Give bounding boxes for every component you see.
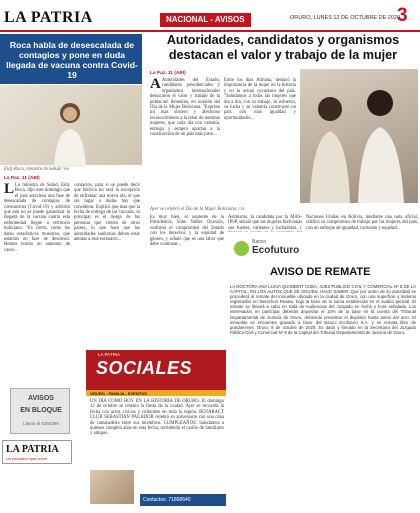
avisos-line-3: Llame al 5254399 bbox=[23, 421, 59, 426]
bank-logo-icon bbox=[234, 241, 249, 256]
main-headline: Autoridades, candidatos y organismos destacan el valor y trabajo de la mujer bbox=[166, 33, 400, 62]
footer-logo-box bbox=[2, 440, 72, 464]
main-col-2: Entre los días Adriana, destacó la importancia de la mujer en la historia y en la actual coyuntura del país. "Saludamos a todas las mujeres que día a día, con su trabajo, su esfuerzo, su lucha y su valentía construyen un país con más igualdad y oportunidades... bbox=[224, 78, 296, 121]
women-photo-icon bbox=[300, 69, 418, 203]
left-photo-caption: Eidy Roca, ministra de Salud / vw bbox=[4, 167, 70, 172]
left-headline: Roca habla de desescalada de contagios y pone en duda llegada de vacuna contra Covid-19 bbox=[6, 40, 138, 80]
bank-small-label: Banco bbox=[252, 239, 267, 245]
left-story-photo bbox=[0, 85, 142, 165]
main-dropcap: A bbox=[150, 76, 161, 92]
sociales-title: SOCIALES bbox=[96, 358, 193, 378]
dateline: ORURO, LUNES 12 DE OCTUBRE DE 2020 bbox=[290, 15, 401, 21]
sociales-strip-text: ORURO - FAMILIA - EVENTOS bbox=[90, 391, 147, 396]
main-photo-caption: Ayer se celebró el Día de la Mujer Boliviana. / ts bbox=[150, 207, 245, 212]
sociales-prefix: LA PATRIA bbox=[98, 352, 121, 357]
footer-slogan: Un periódico que crece bbox=[6, 456, 48, 461]
person-photo-icon bbox=[50, 97, 90, 167]
footer-logo: LA PATRIA bbox=[6, 444, 59, 455]
sociales-photo bbox=[90, 470, 134, 504]
masthead-logo: LA PATRIA bbox=[4, 9, 93, 26]
sociales-contact: Contactos: 71868640 bbox=[140, 494, 226, 506]
left-byline: La Paz, 11 (ABI) bbox=[4, 176, 40, 181]
avisos-line-1: AVISOS bbox=[28, 395, 54, 402]
left-col-2: contactos, para si se puede decir que Bolivia no será la excepción de enfrentar una nueva ola, el que sin lugar a dudas hay que considerar. Explicó que mas que la fecha de entrega de las vacunas, lo principal es el riesgo de las personas que vienen de otros países, lo que hace que las autoridades sanitarias deban estar atentas a este escenario... bbox=[74, 183, 140, 243]
main-col-4: Asimismo, la candidata por la MAS-IPSP, señaló que las mujeres bolivianas son fuertes, valientes y luchadoras, y bbox=[228, 215, 302, 231]
bank-name: Ecofuturo bbox=[252, 245, 300, 256]
main-col-5: Naciones Unidas en Bolivia, mediante una nota oficial, ratificó su compromiso de trabajo por las mujeres del país, con un enfoque de igualdad, inclusión y equidad... bbox=[306, 215, 418, 231]
bank-logo bbox=[234, 237, 304, 267]
avisos-en-bloque-ad bbox=[10, 388, 70, 434]
header-rule bbox=[0, 30, 420, 32]
main-story-photo bbox=[300, 69, 418, 203]
avisos-line-2: EN BLOQUE bbox=[20, 407, 62, 414]
left-col-1-text: La ministra de Salud, Eidy Roca, dijo este domingo que el país atraviesa una fase de desescalada de contagios de coronavirus (Covid-19) y advirtió que aún no se puede garantizar la llegada de la vacuna contra esta enfermedad llegue a territorio boliviano. "Es cierto, como los datos estadísticos muestran, que estamos en fase de descenso. Hemos tenido un aumento de casos... bbox=[4, 183, 70, 253]
page-number: 3 bbox=[397, 5, 408, 26]
sociales-text: UN DÍA COMO HOY EN LA HISTORIA DE ORURO. El domingo 12 de octubre se celebra la fiesta de la ciudad. Ayer se recuerda la fecha con actos cívicos y culturales en toda la región. ROTARACT CLUB SEBASTIAN PAGADOR celebró su aniversario con una cena de camaradería entre sus miembros. CUMPLEAÑOS: Saludamos a quienes cumplen años en esta fecha, recibiendo el cariño de familiares y amigos. bbox=[90, 399, 224, 437]
main-col-1 bbox=[150, 78, 220, 206]
left-col-1 bbox=[4, 183, 70, 383]
main-col-3: Es muy bien, el asistente de la Presidencia, Yohn Núñez Oyarzún, reafirmó el compromiso del Estado con los derechos y la equidad de género, y señaló que es una labor que debe continuar... bbox=[150, 215, 224, 248]
remate-legal-text: LA DOCTORA ANA LUCIA QUISBERT CUBA, JUEZ PÚBLICO CIVIL Y COMERCIAL Nº 8 DE LA CAPITAL, EN LOS AUTOS QUE SE SIGUEN, HACE SABER: Que por orden de su autoridad se procederá al remate del inmueble ubicado en la ciudad de Oruro, con una superficie y linderos registrados en Derechos Reales, bajo la base de la suma establecida en el avalúo pericial. El remate se llevará a cabo en Sala de Audiencias del Juzgado en fecha y hora señalada. Los interesados en participar deberán depositar el 10% de la base en la cuenta del Tribunal Departamental de Justicia de Oruro, debiendo presentar el depósito hasta antes del acto. El inmueble se encuentra gravado a favor del Banco Ecofuturo S.A. y se remata libre de gravámenes. Oruro, 9 de octubre de 2020. Es dado y firmado en la Secretaría del Juzgado Público Civil y Comercial Nº 8 de la Capital del Tribunal Departamental de Justicia de Oruro. bbox=[230, 284, 416, 335]
remate-title: AVISO DE REMATE bbox=[270, 266, 371, 278]
dropcap: L bbox=[4, 181, 15, 197]
main-byline: La Paz, 11 (ABI) bbox=[150, 71, 186, 76]
main-col-1-text: Autoridades del Estado, candidatos presidenciales y organismos internacionales destacaron el valor y trabajo de la población femenina, en ocasión del Día de la Mujer Boliviana. "Expreso mi mas sincero y afectuoso reconocimiento a la labor de nuestras mujeres, que cada día con valentía, entrega y esmero aportan a la construcción de un país más justo... bbox=[150, 78, 220, 138]
page-header bbox=[0, 0, 420, 32]
section-label: NACIONAL - AVISOS bbox=[160, 13, 251, 27]
